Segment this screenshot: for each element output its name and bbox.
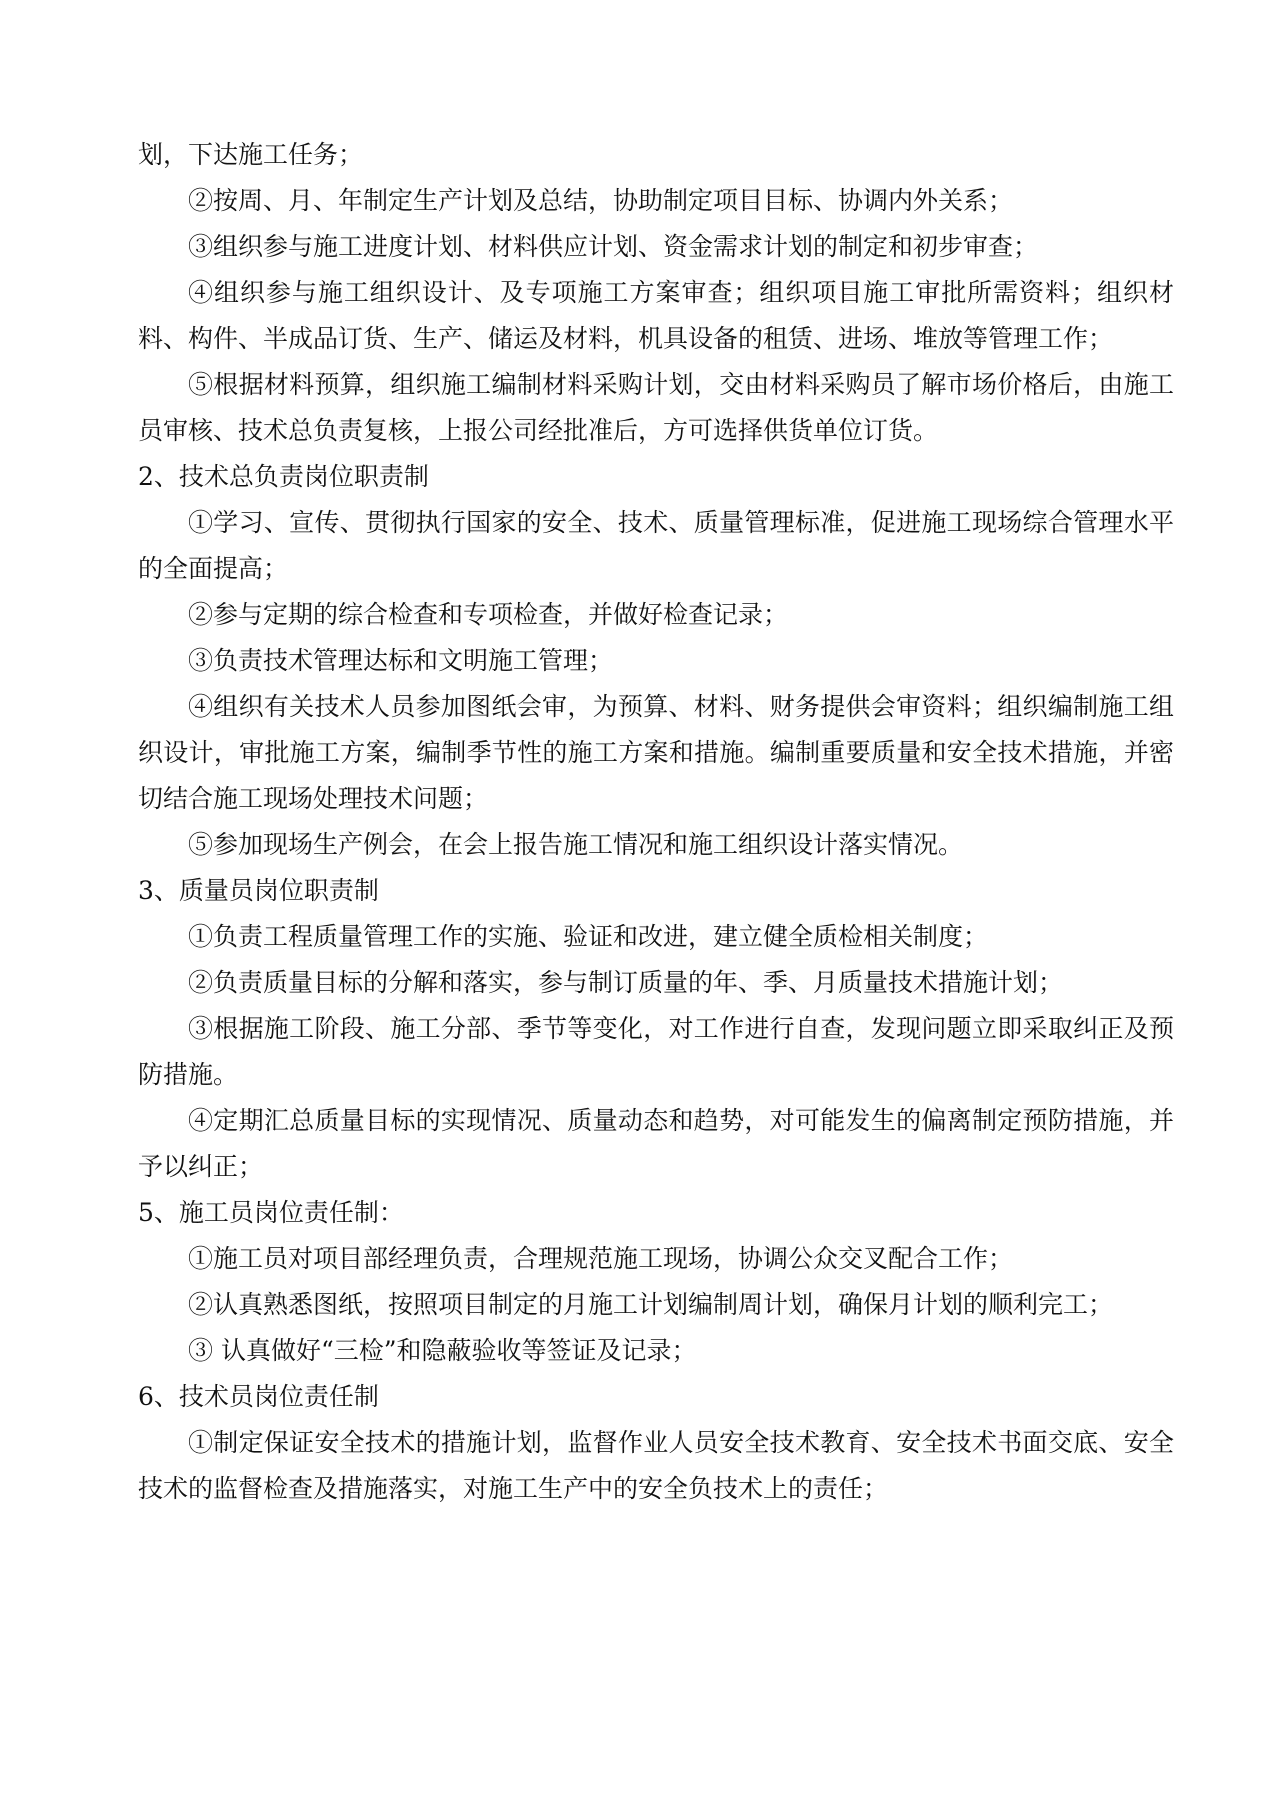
paragraph: ⑤根据材料预算，组织施工编制材料采购计划，交由材料采购员了解市场价格后，由施工员审核、技术总负责复核，上报公司经批准后，方可选择供货单位订货。	[138, 370, 1174, 445]
paragraph: ①制定保证安全技术的措施计划，监督作业人员安全技术教育、安全技术书面交底、安全技术的监督检查及措施落实，对施工生产中的安全负技术上的责任；	[138, 1428, 1174, 1503]
paragraph: ①负责工程质量管理工作的实施、验证和改进，建立健全质检相关制度；	[188, 922, 989, 951]
paragraph: ②按周、月、年制定生产计划及总结，协助制定项目目标、协调内外关系；	[188, 186, 1014, 215]
paragraph: ①施工员对项目部经理负责，合理规范施工现场，协调公众交叉配合工作；	[188, 1244, 1014, 1273]
paragraph: ④定期汇总质量目标的实现情况、质量动态和趋势，对可能发生的偏离制定预防措施，并予以纠正；	[138, 1106, 1174, 1181]
paragraph: ③ 认真做好“三检”和隐蔽验收等签证及记录；	[188, 1336, 697, 1365]
paragraph: ②负责质量目标的分解和落实，参与制订质量的年、季、月质量技术措施计划；	[188, 968, 1064, 997]
paragraph: ③负责技术管理达标和文明施工管理；	[188, 646, 614, 675]
paragraph: ②认真熟悉图纸，按照项目制定的月施工计划编制周计划，确保月计划的顺利完工；	[188, 1290, 1114, 1319]
paragraph: ③组织参与施工进度计划、材料供应计划、资金需求计划的制定和初步审查；	[188, 232, 1039, 261]
section-heading: 6、技术员岗位责任制	[138, 1382, 379, 1411]
section-heading: 5、施工员岗位责任制：	[138, 1198, 404, 1227]
section-heading: 3、质量员岗位职责制	[138, 876, 379, 905]
paragraph: ③根据施工阶段、施工分部、季节等变化，对工作进行自查，发现问题立即采取纠正及预防措施。	[138, 1014, 1174, 1089]
paragraph: ④组织参与施工组织设计、及专项施工方案审查；组织项目施工审批所需资料；组织材料、构件、半成品订货、生产、储运及材料，机具设备的租赁、进场、堆放等管理工作；	[138, 278, 1174, 353]
paragraph: ④组织有关技术人员参加图纸会审，为预算、材料、财务提供会审资料；组织编制施工组织设计，审批施工方案，编制季节性的施工方案和措施。编制重要质量和安全技术措施，并密切结合施工现场处理技术问题；	[138, 692, 1174, 813]
document-body	[138, 132, 1174, 1512]
paragraph: ②参与定期的综合检查和专项检查，并做好检查记录；	[188, 600, 789, 629]
paragraph: ⑤参加现场生产例会，在会上报告施工情况和施工组织设计落实情况。	[188, 830, 964, 859]
paragraph: ①学习、宣传、贯彻执行国家的安全、技术、质量管理标准，促进施工现场综合管理水平的全面提高；	[138, 508, 1174, 583]
paragraph: 划，下达施工任务；	[138, 140, 364, 169]
section-heading: 2、技术总负责岗位职责制	[138, 462, 429, 491]
